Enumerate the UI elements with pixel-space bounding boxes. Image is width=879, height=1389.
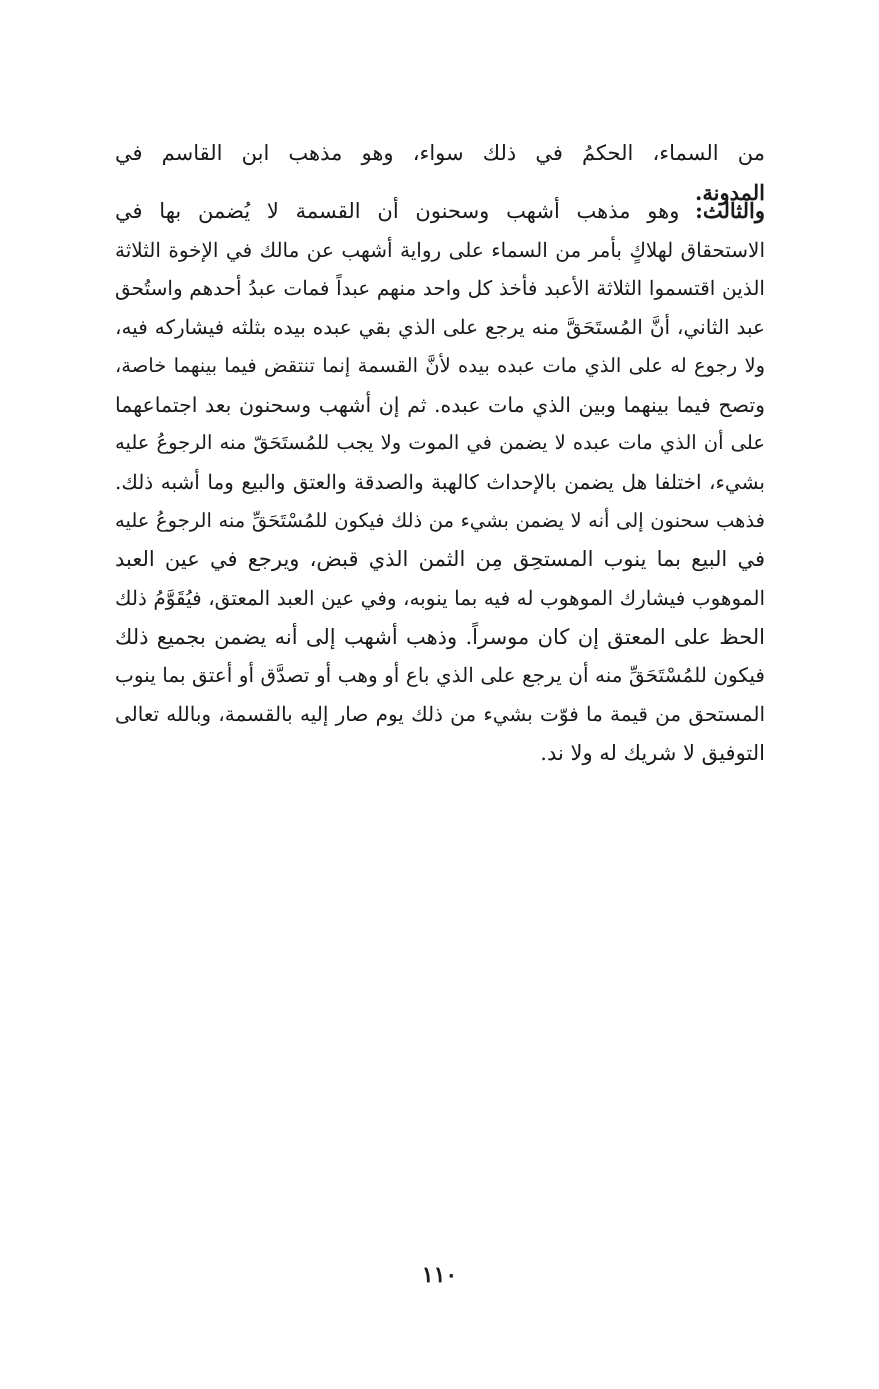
paragraph-2-line-5: ولا رجوع له على الذي مات عبده بيده لأنَّ القسمة إنما تنتقض فيما بينهما خاصة، xyxy=(115,353,765,377)
paragraph-2 xyxy=(115,192,765,773)
paragraph-2-line-13: فيكون للمُسْتَحَقِّ منه أن يرجع على الذي باع أو وهب أو تصدَّق أو أعتق بما ينوب xyxy=(115,663,765,688)
paragraph-2-line-7: على أن الذي مات عبده لا يضمن في الموت ولا يجب للمُستَحَقّ منه الرجوعُ عليه xyxy=(115,431,765,455)
paragraph-2-lead-label: والثالث: xyxy=(695,198,765,223)
paragraph-2-line-9: فذهب سحنون إلى أنه لا يضمن بشيء من ذلك فيكون للمُسْتَحَقِّ منه الرجوعُ عليه xyxy=(115,508,765,532)
paragraph-2-line-1 xyxy=(115,192,765,231)
paragraph-2-line-8: بشيء، اختلفا هل يضمن بالإحداث كالهبة والصدقة والعتق والبيع وما أشبه ذلك. xyxy=(115,469,765,494)
paragraph-2-line-15: التوفيق لا شريك له ولا ند. xyxy=(540,740,765,765)
paragraph-2-line-6: وتصح فيما بينهما وبين الذي مات عبده. ثم إن أشهب وسحنون بعد اجتماعهما xyxy=(115,392,765,417)
paragraph-2-line-11: الموهوب فيشارك الموهوب له فيه بما ينوبه، وفي عين العبد المعتق، فيُقَوَّمُ ذلك xyxy=(115,586,765,611)
paragraph-2-line-2: الاستحقاق لهلاكٍ بأمر من السماء على رواية أشهب عن مالك في الإخوة الثلاثة xyxy=(115,237,765,262)
paragraph-2-line-14: المستحق من قيمة ما فوّت بشيء من ذلك يوم صار إليه بالقسمة، وبالله تعالى xyxy=(115,702,765,727)
paragraph-1-line-1: من السماء، الحكمُ في ذلك سواء، وهو مذهب ابن القاسم في xyxy=(115,141,765,165)
paragraph-2-line-4: عبد الثاني، أنَّ المُستَحَقَّ منه يرجع على الذي بقي عبده بيده بثلثه فيشاركه فيه، xyxy=(115,315,765,340)
paragraph-2-line-12: الحظ على المعتق إن كان موسراً. وذهب أشهب إلى أنه يضمن بجميع ذلك xyxy=(115,624,765,649)
paragraph-2-line-10: في البيع بما ينوب المستحِق مِن الثمن الذي قبض، ويرجع في عين العبد xyxy=(115,547,765,572)
paragraph-1-bold-term: المدونة. xyxy=(695,180,765,205)
paragraph-2-line-3: الذين اقتسموا الثلاثة الأعبد فأخذ كل واحد منهم عبداً فمات عبدُ أحدهم واستُحق xyxy=(115,276,765,301)
paragraph-2-line-1-text: وهو مذهب أشهب وسحنون أن القسمة لا يُضمن بها في xyxy=(115,199,680,223)
page-number: ١١٠ xyxy=(421,1262,458,1288)
